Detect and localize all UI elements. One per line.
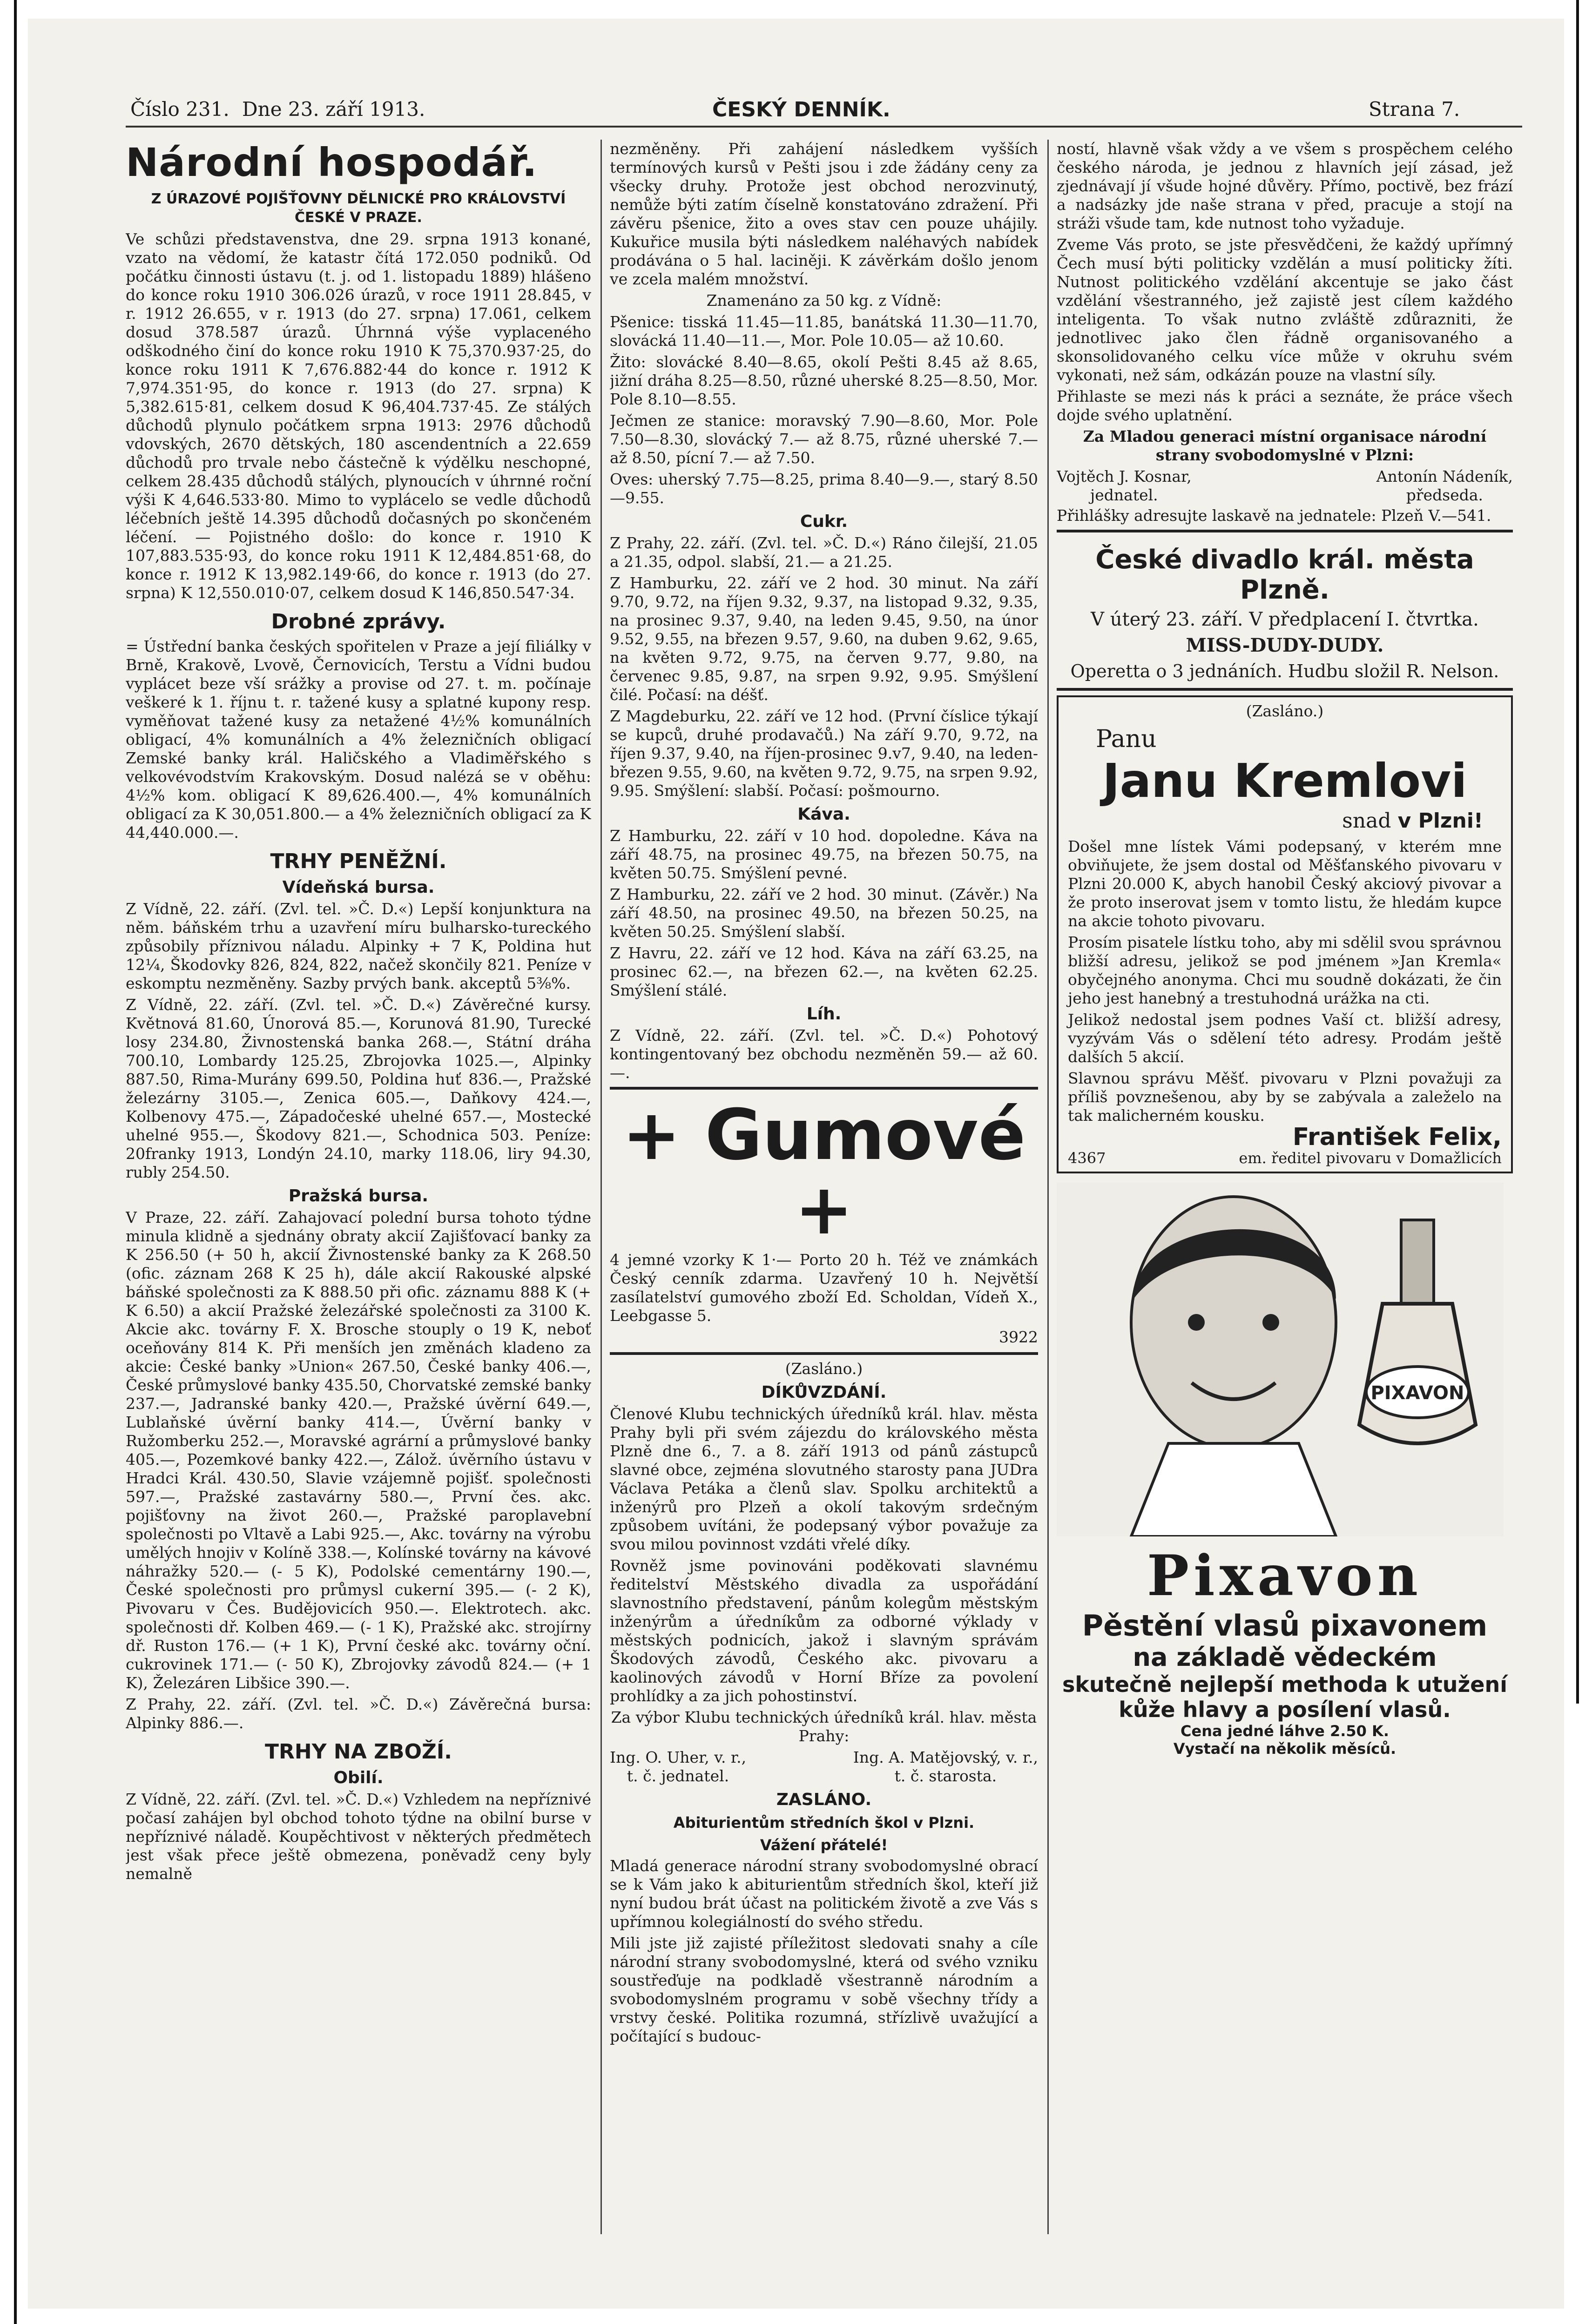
signature-role: t. č. starosta. [894,1767,997,1785]
signature-role: jednatel. [1090,486,1158,504]
panu-line: Panu [1096,725,1157,753]
kava-paragraph: Z Hamburku, 22. září ve 2 hod. 30 minut. (Závěr.) Na září 48.50, na prosinec 49.50, na březen 50.25, na květen 50.25. Smýšlení slabší. [610,885,1038,941]
prazska-title: Pražská bursa. [288,1186,429,1206]
drobne-title: Drobné zprávy. [271,610,446,633]
zaslano-label: (Zasláno.) [1246,702,1324,720]
signature-name: Antonín Nádeník, [1376,467,1513,485]
plzni-word: v Plzni! [1397,809,1483,833]
kremla-paragraph: Jelikož nedostal jsem podnes Vaší ct. bližší adresy, vyzývám Vás o sdělení této adresy. Prodám ještě dalších 5 akcií. [1068,1010,1502,1066]
signature-role: em. ředitel pivovaru v Domažlicích [1239,1149,1502,1167]
column-2 [610,140,1038,2239]
section-title: Národní hospodář. [126,140,538,185]
mlada-generace-paragraph: Přihlaste se mezi nás k práci a seznáte, že práce všech dojde svého uplatnění. [1057,387,1513,424]
psenice-prices: Pšenice: tisská 11.45—11.85, banátská 11.30—11.70, slovácká 11.40—11.—, Mor. Pole 10.05— až 10.60. [610,313,1038,350]
lih-title: Líh. [806,1004,842,1024]
pixavon-duration: Vystačí na několik měsíců. [1173,1740,1396,1758]
obili-title: Obilí. [333,1768,384,1787]
plzni-line [1068,809,1483,833]
divadlo-date: V úterý 23. září. V předplacení I. čtvrtka. [1091,609,1479,630]
article-title: Z ÚRAZOVÉ POJIŠŤOVNY DĚLNICKÉ PRO KRÁLOVSTVÍ ČESKÉ V PRAZE. [151,191,566,226]
jecmen-prices: Ječmen ze stanice: moravský 7.90—8.60, Mor. Pole 7.50—8.30, slovácký 7.— až 8.75, různé uherské 7.— až 8.50, pícní 7.— až 7.50. [610,411,1038,467]
signature-name: Vojtěch J. Kosnar, [1057,467,1192,485]
kava-title: Káva. [797,805,850,824]
pixavon-line: kůže hlavy a posílení vlasů. [1119,1697,1451,1722]
dik-paragraph: Členové Klubu technických úředníků král. hlav. města Prahy byli při svém zájezdu do královského města Plzně dne 6., 7. a 8. září 1913 od pánů zástupců slavné obce, zejména slovutného starosty pana JUDra Václava Petáka a členů slav. Spolku architektů a inženýrů pro Plzeň a okolí takovým srdečným způsobem uvítáni, že podepsaný výbor považuje za svou milou povinnost vzdáti vřelé díky. [610,1405,1038,1553]
divadlo-description: Operetta o 3 jednáních. Hudbu složil R. Nelson. [1070,661,1499,681]
column-1 [126,135,591,2239]
ad-number: 4367 [1068,1149,1106,1167]
scan-edge-right [1576,0,1579,1704]
kremla-paragraph: Prosím pisatele lístku toho, aby mi sdělil svou správnou bližší adresu, jelikož se pod jménem »Jan Kremla« obyčejného anonyma. Chci mu soudně dokázati, že čin jeho jest hanebný a trestuhodná urážka na cti. [1068,933,1502,1007]
videnska-paragraph: Z Vídně, 22. září. (Zvl. tel. »Č. D.«) Lepší konjunktura na něm. báňském trhu a uzavření míru bulharsko-tureckého způsobily příznivou náladu. Alpinky + 7 K, Poldina hut 12¼, Škodovky 826, 824, 822, načež skončily 821. Peníze v eskomptu nezměněny. Sazby prvých bank. akceptů 5⅜%. [126,900,591,992]
kremla-notice [1057,695,1513,1173]
obili-paragraph: Z Vídně, 22. září. (Zvl. tel. »Č. D.«) Vzhledem na nepříznivé počasí zahájen byl obchod tohoto týdne na obilní burse v nepříznivé náladě. Koupěchtivost v některých předmětech jest však přece ještě obmezena, poněvadž ceny byly nemalně [126,1790,591,1883]
gumove-number: 3922 [999,1328,1038,1346]
dikuvzdani-title: DÍKŮVZDÁNÍ. [761,1383,887,1402]
trhy-zbozi-title: TRHY NA ZBOŽÍ. [265,1740,452,1764]
issue-date: Dne 23. září 1913. [242,98,425,121]
divadlo-title: České divadlo král. města Plzně. [1095,545,1474,605]
drobne-body: = Ústřední banka českých spořitelen v Praze a její filiálky v Brně, Krakově, Lvově, Černovicích, Terstu a Vídni budou vyplácet beze vší srážky a provise od 27. t. m. počínaje veškeré k 1. říjnu t. r. tažené kusy a splatné kupony resp. vyměňovat tažené kusy za netažené 4½% komunálních obligací, 4% komunálních a 4% železničních obligací Zemské banky král. Haličského a Vladiměřského s velkovévodstvím Krakovským. Dosud nalézá se v oběhu: 4½% kom. obligací K 89,626.400.—, 4% komunálních obligací za K 30,051.800.— a 4% železničních obligací za K 44,440.000.—. [126,637,591,842]
signature-name: František Felix, [1292,1123,1502,1151]
abiturient-paragraph: Mladá generace národní strany svobodomyslné obrací se k Vám jako k abiturientům středních škol, kteří již nyní budou brát účast na politickém životě a zve Vás s upřímnou kolegiálností do svého středu. [610,1857,1038,1931]
gumove-headline: + Gumové + [622,1095,1026,1250]
divadlo-play: MISS-DUDY-DUDY. [1186,634,1384,656]
mlada-generace-sign-line: Za Mladou generaci místní organisace národní strany svobodomyslné v Plzni: [1083,427,1487,464]
abiturient-paragraph: Mili jste již zajisté příležitost sledovati snahy a cíle národní strany svobodomyslné, která od svého vzniku soustřeďuje na podkladě všestranně národním a svobodomyslném programu v sobě všechny třídy a vrstvy české. Politika rozumná, střízlivě uvažující a počítající s budouc- [610,1934,1038,2045]
zito-prices: Žito: slovácké 8.40—8.65, okolí Pešti 8.45 až 8.65, jižní dráha 8.25—8.50, různé uherské 8.25—8.50, Mor. Pole 8.10—8.55. [610,353,1038,408]
prihlasky-line: Přihlášky adresujte laskavě na jednatele: Plzeň V.—541. [1057,506,1491,525]
signatures [610,1748,1038,1785]
vybor-line: Za výbor Klubu technických úředníků král. hlav. města Prahy: [611,1708,1037,1745]
zaslano-heading: ZASLÁNO. [776,1790,872,1809]
article-body: Ve schůzi představenstva, dne 29. srpna 1913 konané, vzato na vědomí, že katastr čítá 172.050 podniků. Od počátku činnosti ústavu (t. j. od 1. listopadu 1889) hlášeno do konce roku 1910 306.026 úrazů, v roce 1911 28.845, v r. 1912 26.655, v r. 1913 (do 27. srpna) 17.061, celkem dosud 378.587 úrazů. Úhrnná výše vyplaceného odškodného činí do konce roku 1910 K 75,370.937·25, do konce roku 1911 K 7,676.882·44 do konce r. 1912 K 7,974.351·95, do konce r. 1913 (do 27. srpna) K 5,382.615·81, celkem dosud K 96,404.737·45. Ze stálých důchodů plynulo počátkem srpna 1913: 2976 důchodů vdovských, 2670 dětských, 180 ascendentních a 22.659 důchodů pro trvale nebo částečně k výdělku neschopné, celkem 28.435 důchodů stálých, plynoucích v úhrnné roční výši K 4,646.533·80. Mimo to vyplácelo se vedle důchodů léčebních ještě 14.395 důchodů dočasných po skončeném léčení. — Pojistného došlo: do konce r. 1910 K 107,883.535·93, do konce roku 1911 K 12,484.851·68, do konce r. 1912 K 13,982.149·66, do konce r. 1913 (do 27. srpna) K 12,550.010·07, celkem dosud K 146,850.547·34. [126,230,591,602]
oves-prices: Oves: uherský 7.75—8.25, prima 8.40—9.—, starý 8.50—9.55. [610,470,1038,507]
obili-continued: nezměněny. Při zahájení následkem vyšších termínových kursů v Pešti jsou i zde žádány ceny za všecky druhy. Protože jest obchod nerozvinutý, nemůže býti zatím číselně konstatováno zdražení. Při závěru pšenice, žito a oves stav cen pouze uhájily. Kukuřice musila býti následkem naléhavých nabídek prodávána o 5 hal. laciněji. K závěrkám došlo jenom ve zcela malém množství. [610,140,1038,288]
addressee-name: Janu Kremlovi [1102,754,1467,808]
signature-name: Ing. O. Uher, v. r., [610,1748,747,1766]
kremla-paragraph: Slavnou správu Měšť. pivovaru v Plzni považuji za příliš povznešenou, aby by se zabývala a zaleželo na tak malicherném kousku. [1068,1069,1502,1125]
mlada-generace-paragraph: Zveme Vás proto, se jste přesvědčeni, že každý upřímný Čech musí býti politicky vzdělán a musí politicky žíti. Nutnost politického vzdělání akcentuje se jako část vzdělání všestranného, jež zajistě jest cílem každého inteligenta. To však nutno zvláště zdůrazniti, že jednotlivec jako člen řádně organisovaného a skonsolidovaného celku více může v okruhu svém vykonati, než sám, odkázán pouze na vlastní síly. [1057,236,1513,384]
abiturient-greeting: Vážení přátelé! [760,1836,888,1854]
man-eye [1262,1314,1279,1331]
kava-paragraph: Z Havru, 22. září ve 12 hod. Káva na září 63.25, na prosinec 62.—, na březen 62.—, na květen 62.25. Smýšlení stálé. [610,944,1038,999]
page-number: Strana 7. [1369,98,1460,121]
plzni-prefix: snad [1342,809,1391,833]
cukr-paragraph: Z Hamburku, 22. září ve 2 hod. 30 minut. Na září 9.70, 9.72, na říjen 9.32, 9.37, na listopad 9.32, 9.35, na prosinec 9.37, 9.40, na leden 9.45, 9.50, na únor 9.52, 9.55, na březen 9.57, 9.60, na duben 9.62, 9.65, na květen 9.72, 9.75, na červen 9.77, 9.80, na červenec 9.85, 9.87, na srpen 9.92, 9.95. Smýšlení čilé. Počasí: na déšť. [610,574,1038,704]
bottle-label: PIXAVON [1370,1382,1464,1404]
man-eye [1188,1314,1205,1331]
man-collar [1131,1443,1336,1536]
pixavon-ad [1057,1183,1513,1758]
cukr-paragraph: Z Magdeburku, 22. září ve 12 hod. (První číslice týkají se kupců, druhé prodavačů.) Na září 9.70, 9.72, na říjen 9.37, 9.40, na říjen-prosinec 9.v7, 9.40, na leden-březen 9.55, 9.60, na květen 9.72, 9.75, na srpen 9.92, 9.95. Smýšlení: slabší. Počasí: pošmourno. [610,707,1038,800]
pixavon-line: na základě vědeckém [1133,1643,1437,1672]
prazska-paragraph: V Praze, 22. září. Zahajovací polední bursa tohoto týdne minula klidně a sjednány obraty akcií Zajišťovací banky za K 256.50 (+ 50 h, akcií Živnostenské banky za K 268.50 (ofic. záznam 268 K 25 h), dále akcií Rakouské alpské báňské společnosti za K 888.50 při ofic. záznamu 888 K (+ K 6.50) a akcií Pražské železářské společnosti za 3100 K. Akcie akc. továrny F. X. Brosche stouply o 19 K, neboť oceňovány 814 K. Při menších jen změnách kladeno za akcie: České banky »Union« 267.50, České banky 406.—, České průmyslové banky 435.50, Chorvatské zemské banky 237.—, Jadranské banky 420.—, Pražské úvěrní 649.—, Lublaňské úvěrní banky 414.—, Úvěrní banky v Ružomberku 252.—, Moravské agrární a průmyslové banky 405.—, Pozemkové banky 422.—, Zálož. úvěrního ústavu v Hradci Král. 430.50, Slavie vzájemně pojišť. společnosti 597.—, Pražské zastavárny 580.—, První čes. akc. pojišťovny na život 260.—, Pražské paroplavební společnosti po Vltavě a Labi 925.—, Akc. továrny na výrobu umělých hnojiv v Kolíně 338.—, Kolínské továrny na kávové náhražky 520.— (- 5 K), Podolské cementárny 190.—, České společnosti pro průmysl cukerní 395.— (- 2 K), Pivovaru v Čes. Budějovicích 950.—. Elektrotech. akc. společnosti dř. Kolben 469.— (- 1 K), Pražské akc. strojírny dř. Ruston 176.— (+ 1 K), První české akc. továrny oční. cukrovinek 171.— (- 50 K), Zbrojovky závodů 824.— (+ 1 K), Železáren Libšice 390.—. [126,1208,591,1692]
znamenano-line: Znamenáno za 50 kg. z Vídně: [706,291,942,310]
abiturient-title: Abiturientům středních škol v Plzni. [673,1814,975,1832]
cukr-paragraph: Z Prahy, 22. září. (Zvl. tel. »Č. D.«) Ráno čilejší, 21.05 a 21.35, odpol. slabší, 21.— a 21.25. [610,534,1038,571]
signature-footer [1068,1149,1502,1167]
scan-edge-left [14,0,17,2324]
issue-number: Číslo 231. [130,98,229,121]
pixavon-price: Cena jedné láhve 2.50 K. [1181,1722,1389,1740]
signatures [1057,467,1513,505]
lih-paragraph: Z Vídně, 22. září. (Zvl. tel. »Č. D.«) Pohotový kontingentovaný bez obchodu nezměněn 59.— až 60.—. [610,1026,1038,1082]
column-rule [1047,140,1049,2234]
signature-name: Ing. A. Matějovský, v. r., [853,1748,1038,1766]
cukr-title: Cukr. [800,512,848,531]
videnska-paragraph: Z Vídně, 22. září. (Zvl. tel. »Č. D.«) Závěrečné kursy. Květnová 81.60, Únorová 85.—, Korunová 81.90, Turecké losy 234.80, Živnostenská banka 268.—, Státní dráha 700.10, Lombardy 125.25, Zbrojovka 1025.—, Alpinky 887.50, Rima-Murány 699.50, Poldina huť 836.—, Pražské železárny 3105.—, Zenica 605.—, Daňkovy 424.—, Kolbenovy 475.—, Západočeské uhelné 657.—, Mostecké uhelné 955.—, Škodovy 821.—, Schodnica 503. Peníze: 20franky 1913, Londýn 24.10, marky 118.06, liry 94.30, rubly 254.50. [126,996,591,1181]
trhy-penezni-title: TRHY PENĚŽNÍ. [270,849,447,873]
pixavon-slogan: Pěstění vlasů pixavonem [1082,1609,1488,1643]
mlada-generace-paragraph: ností, hlavně však vždy a ve všem s prospěchem celého českého národa, je jednou z hlavních její zásad, jež zjednávají jí všude hojné důvěry. Přímo, poctivě, bez frází a nadsázky jde naše strana v před, pracuje a stojí na stráži všude tam, kde nutnost toho vyžaduje. [1057,140,1513,232]
pixavon-illustration [1057,1183,1504,1536]
kremla-paragraph: Došel mne lístek Vámi podepsaný, v kterém mne obviňujete, že jsem dostal od Měšťanského pivovaru v Plzni 20.000 K, abych hanobil Český akciový pivovar a že proto inserovat jsem v tomto listu, že hledám kupce na akcie tohoto pivovaru. [1068,837,1502,930]
column-rule [600,140,602,2234]
column-3 [1057,140,1513,2239]
dik-paragraph: Rovněž jsme povinováni poděkovati slavnému ředitelství Městského divadla za uspořádání slavnostního představení, pánům kolegům městským inženýrům a úředníkům za odborné výklady v městských podnicích, jakož i slavným správám Škodových závodů, Českého akc. pivovaru a kaolinových závodů v Horní Bříze za povolení prohlídky a za jich pohostinství. [610,1556,1038,1705]
gumove-ad [610,1087,1038,1355]
signature-role: předseda. [1406,486,1484,504]
gumove-text: 4 jemné vzorky K 1·— Porto 20 h. Též ve známkách Český cenník zdarma. Uzavřený 10 h. Největší zasílatelství gumového zboží Ed. Scholdan, Vídeň X., Leebgasse 5. [610,1251,1038,1325]
pixavon-line: skutečně nejlepší methoda k utužení [1062,1672,1507,1697]
zaslano-label: (Zasláno.) [785,1360,863,1378]
signature-role: t. č. jednatel. [627,1767,729,1785]
pixavon-name: Pixavon [1147,1543,1423,1609]
kava-paragraph: Z Hamburku, 22. září v 10 hod. dopoledne. Káva na září 48.75, na prosinec 49.75, na březen 50.75, na květen 50.75. Smýšlení pevné. [610,827,1038,882]
header-rule [126,126,1522,128]
divadlo-ad [1057,530,1513,691]
prazska-paragraph: Z Prahy, 22. září. (Zvl. tel. »Č. D.«) Závěrečná bursa: Alpinky 886.—. [126,1695,591,1732]
videnska-title: Vídeňská bursa. [282,878,435,897]
newspaper-title: ČESKÝ DENNÍK. [712,98,890,121]
